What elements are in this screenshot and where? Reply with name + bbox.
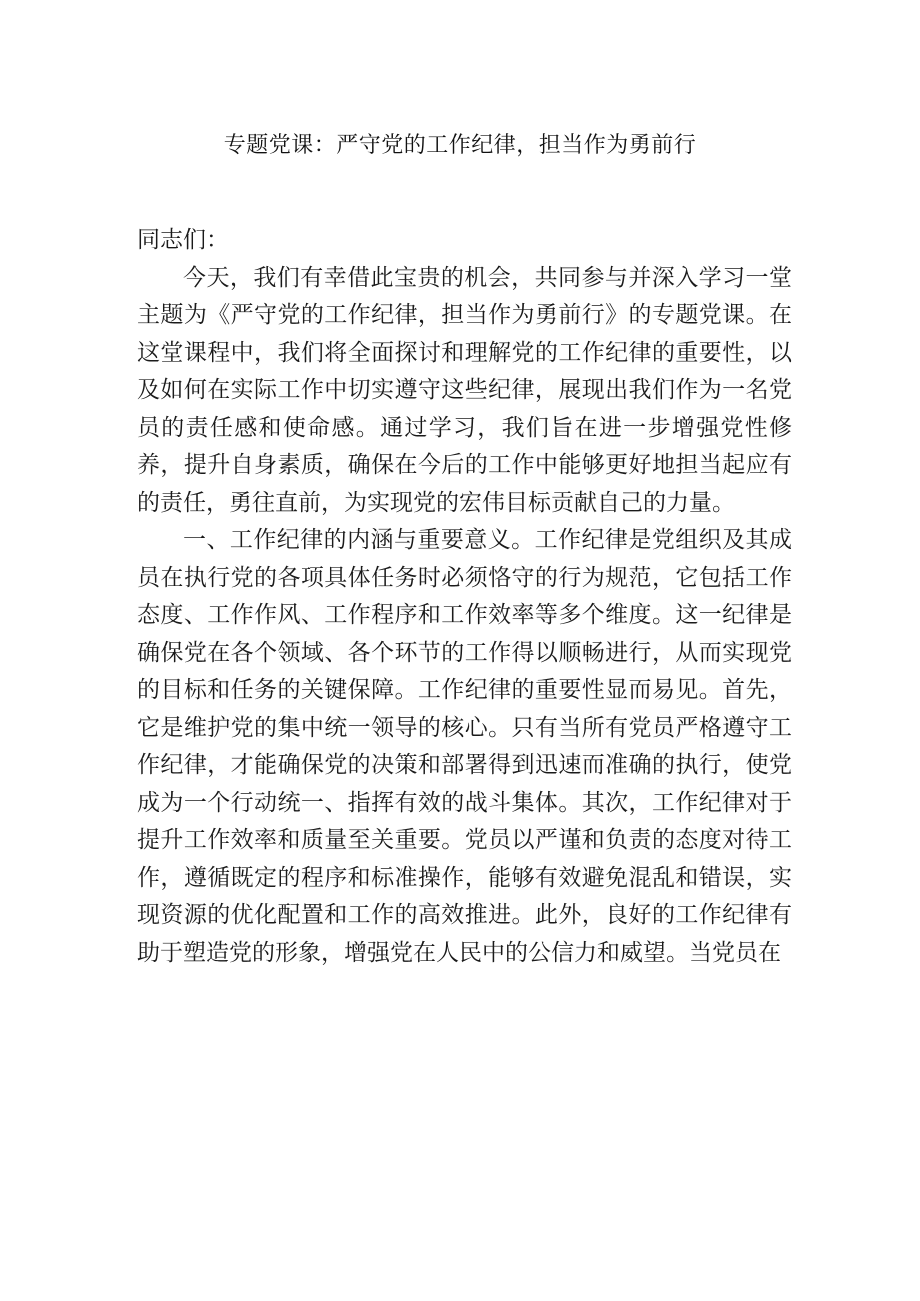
document-body bbox=[137, 222, 792, 972]
paragraph-section-one: 一、工作纪律的内涵与重要意义。工作纪律是党组织及其成员在执行党的各项具体任务时必须恪守的行为规范，它包括工作态度、工作作风、工作程序和工作效率等多个维度。这一纪律是确保党在各个领域、各个环节的工作得以顺畅进行，从而实现党的目标和任务的关键保障。工作纪律的重要性显而易见。首先，它是维护党的集中统一领导的核心。只有当所有党员严格遵守工作纪律，才能确保党的决策和部署得到迅速而准确的执行，使党成为一个行动统一、指挥有效的战斗集体。其次，工作纪律对于提升工作效率和质量至关重要。党员以严谨和负责的态度对待工作，遵循既定的程序和标准操作，能够有效避免混乱和错误，实现资源的优化配置和工作的高效推进。此外，良好的工作纪律有助于塑造党的形象，增强党在人民中的公信力和威望。当党员在 bbox=[137, 527, 792, 966]
paragraph-intro: 今天，我们有幸借此宝贵的机会，共同参与并深入学习一堂主题为《严守党的工作纪律，担当作为勇前行》的专题党课。在这堂课程中，我们将全面探讨和理解党的工作纪律的重要性，以及如何在实际工作中切实遵守这些纪律，展现出我们作为一名党员的责任感和使命感。通过学习，我们旨在进一步增强党性修养，提升自身素质，确保在今后的工作中能够更好地担当起应有的责任，勇往直前，为实现党的宏伟目标贡献自己的力量。 bbox=[137, 264, 792, 516]
document-title: 专题党课：严守党的工作纪律，担当作为勇前行 bbox=[223, 133, 697, 158]
salutation: 同志们： bbox=[137, 227, 229, 253]
